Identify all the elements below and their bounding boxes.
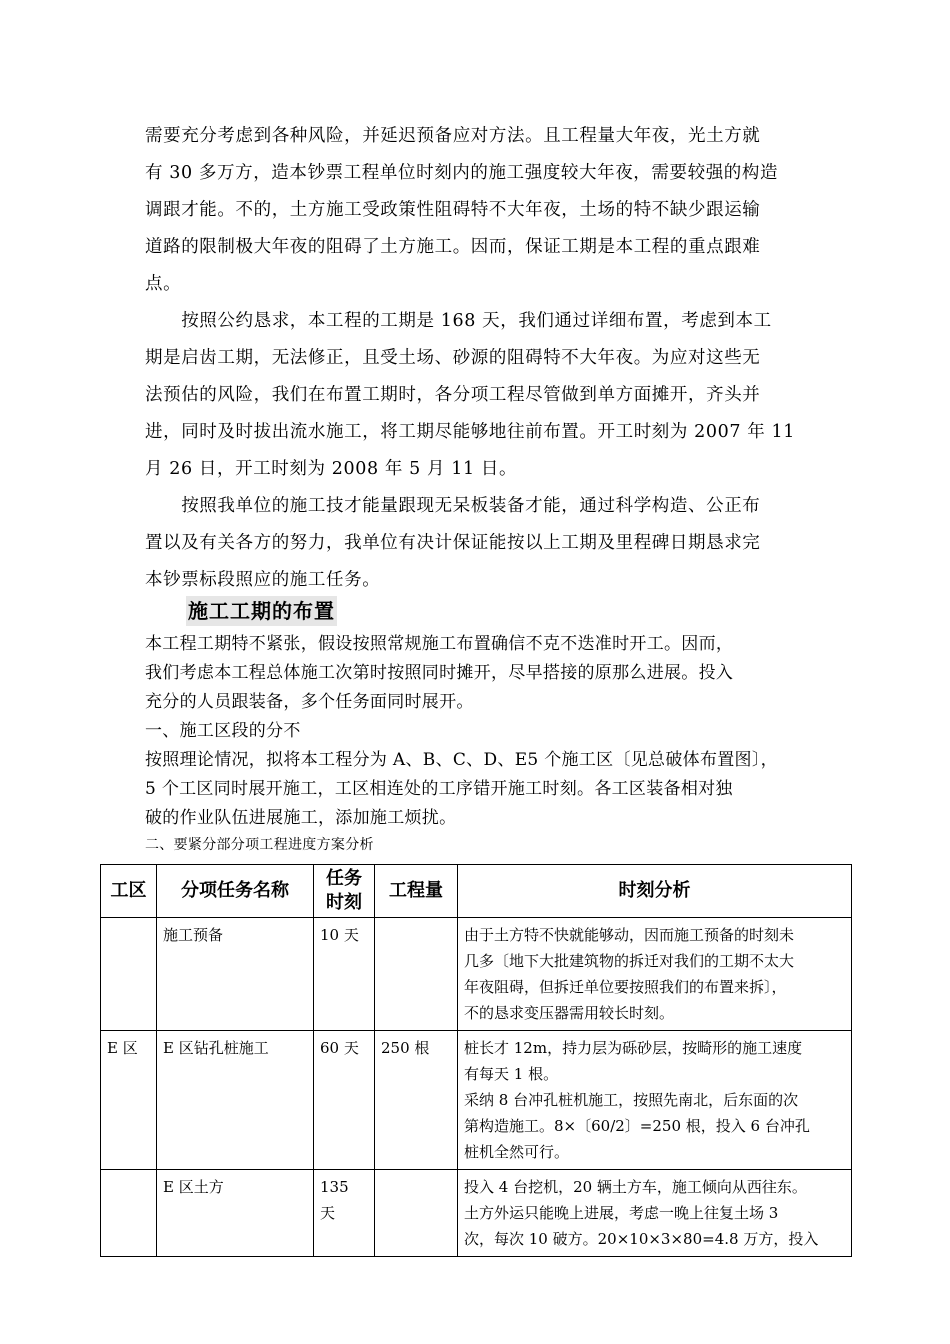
cell-duration: 10 天 [314,918,375,1031]
text-line: 进，同时及时拔出流水施工，将工期尽能够地往前布置。开工时刻为 2007 年 11 [145,422,795,442]
text-line: 按照公约恳求，本工程的工期是 168 天，我们通过详细布置，考虑到本工 [145,311,772,331]
table-caption: 二、要紧分部分项工程进度方案分析 [145,837,374,853]
cell-task: E 区土方 [157,1170,314,1257]
text-line: 调跟才能。不的，土方施工受政策性阻碍特不大年夜，土场的特不缺少跟运输 [145,200,761,220]
text-line: 道路的限制极大年夜的阻碍了土方施工。因而，保证工期是本工程的重点跟难 [145,237,761,257]
cell-duration: 135 天 [314,1170,375,1257]
schedule-table [100,864,852,1257]
cell-quantity: 250 根 [375,1031,458,1170]
text-line: 按照理论情况，拟将本工程分为 A、B、C、D、E5 个施工区〔见总破体布置图〕， [145,750,778,770]
text-line: 需要充分考虑到各种风险，并延迟预备应对方法。且工程量大年夜，光土方就 [145,126,761,146]
paragraph-schedule-arrangement [145,630,813,833]
paragraph-commitment [145,488,813,599]
cell-quantity [375,1170,458,1257]
text-line: 充分的人员跟装备，多个任务面同时展开。 [145,692,474,712]
cell-zone [101,918,157,1031]
text-line: 本工程工期特不紧张，假设按照常规施工布置确信不克不迭准时开工。因而， [145,634,734,654]
table-row [101,1170,852,1257]
text-line: 按照我单位的施工技才能量跟现无呆板装备才能，通过科学构造、公正布 [145,496,761,516]
text-line: 期是启齿工期，无法修正，且受土场、砂源的阻碍特不大年夜。为应对这些无 [145,348,761,368]
table-row [101,1031,852,1170]
paragraph-contract-schedule [145,303,813,488]
header-analysis: 时刻分析 [458,865,852,918]
section-heading: 施工工期的布置 [186,596,337,626]
cell-task: 施工预备 [157,918,314,1031]
paragraph-risk [145,118,813,303]
text-line: 法预估的风险，我们在布置工期时，各分项工程尽管做到单方面摊开，齐头并 [145,385,761,405]
cell-duration: 60 天 [314,1031,375,1170]
text-line: 月 26 日，开工时刻为 2008 年 5 月 11 日。 [145,459,518,479]
cell-analysis: 桩长才 12m，持力层为砾砂层，按畸形的施工速度 有每天 1 根。 采纳 8 台冲孔桩机施工，按照先南北，后东面的次 第构造施工。8×〔60/2〕=250 根，投入 6 台冲孔 桩机全然可行。 [458,1031,852,1170]
text-line: 我们考虑本工程总体施工次第时按照同时摊开，尽早搭接的原那么进展。投入 [145,663,734,683]
header-quantity: 工程量 [375,865,458,918]
cell-quantity [375,918,458,1031]
cell-analysis: 由于土方特不快就能够动，因而施工预备的时刻未 几多〔地下大批建筑物的拆迁对我们的工期不太大 年夜阻碍，但拆迁单位要按照我们的布置来拆〕， 不的恳求变压器需用较长时刻。 [458,918,852,1031]
header-task: 分项任务名称 [157,865,314,918]
cell-analysis: 投入 4 台挖机，20 辆土方车，施工倾向从西往东。 土方外运只能晚上进展，考虑一晚上往复土场 3 次，每次 10 破方。20×10×3×80=4.8 万方，投入 [458,1170,852,1257]
cell-zone [101,1170,157,1257]
text-line: 破的作业队伍进展施工，添加施工烦扰。 [145,808,457,828]
header-duration: 任务时刻 [314,865,375,918]
cell-task: E 区钻孔桩施工 [157,1031,314,1170]
table-header-row [101,865,852,918]
text-line: 5 个工区同时展开施工，工区相连处的工序错开施工时刻。各工区装备相对独 [145,779,733,799]
text-line: 有 30 多万方，造本钞票工程单位时刻内的施工强度较大年夜，需要较强的构造 [145,163,779,183]
text-line: 本钞票标段照应的施工任务。 [145,570,381,590]
subheading-line: 一、施工区段的分不 [145,721,301,741]
header-zone: 工区 [101,865,157,918]
cell-zone: E 区 [101,1031,157,1170]
table-row [101,918,852,1031]
text-line: 点。 [145,274,182,294]
text-line: 置以及有关各方的努力，我单位有决计保证能按以上工期及里程碑日期恳求完 [145,533,761,553]
